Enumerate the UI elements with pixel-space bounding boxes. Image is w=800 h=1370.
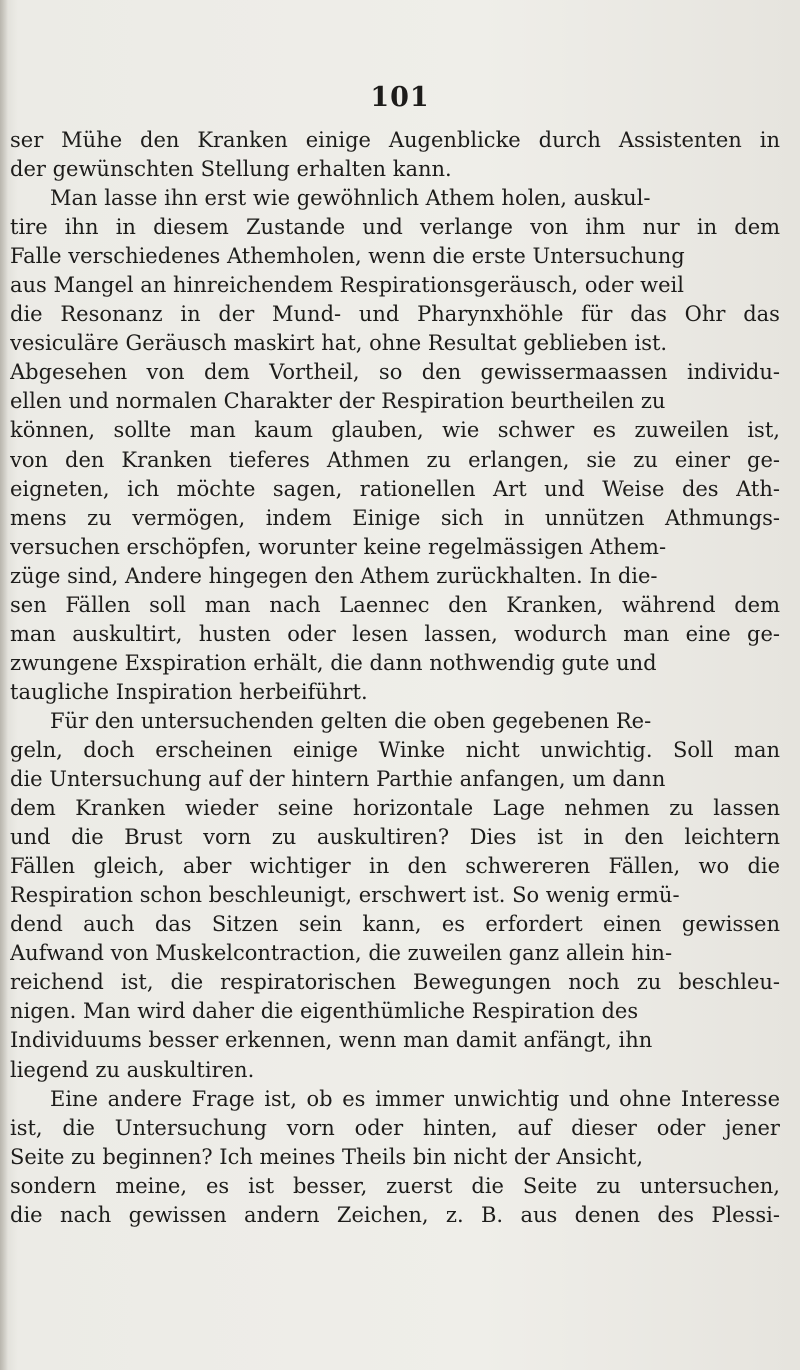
text-line: die Resonanz in der Mund- und Pharynxhöhle für das Ohr das <box>10 302 780 327</box>
text-line: reichend ist, die respiratorischen Bewegungen noch zu beschleu- <box>10 970 780 995</box>
text-line: der gewünschten Stellung erhalten kann. <box>10 157 452 182</box>
text-line: Für den untersuchenden gelten die oben gegebenen Re- <box>50 708 652 733</box>
text-line: taugliche Inspiration herbeiführt. <box>10 679 368 704</box>
text-line: Eine andere Frage ist, ob es immer unwichtig und ohne Interesse <box>50 1086 780 1111</box>
text-line: züge sind, Andere hingegen den Athem zurückhalten. In die- <box>10 563 658 588</box>
text-line: geln, doch erscheinen einige Winke nicht unwichtig. Soll man <box>10 737 780 762</box>
text-line: Fällen gleich, aber wichtiger in den schwereren Fällen, wo die <box>10 854 780 879</box>
text-line: zwungene Exspiration erhält, die dann nothwendig gute und <box>10 650 657 675</box>
text-line: nigen. Man wird daher die eigenthümliche Respiration des <box>10 999 639 1024</box>
text-line: und die Brust vorn zu auskultiren? Dies ist in den leichtern <box>10 825 780 850</box>
body-text <box>10 126 780 1230</box>
text-line: man auskultirt, husten oder lesen lassen, wodurch man eine ge- <box>10 621 780 646</box>
text-line: Respiration schon beschleunigt, erschwert ist. So wenig ermü- <box>10 883 680 908</box>
text-line: die nach gewissen andern Zeichen, z. B. aus denen des Plessi- <box>10 1202 780 1227</box>
text-line: aus Mangel an hinreichendem Respirationsgeräusch, oder weil <box>10 273 684 298</box>
text-line: Individuums besser erkennen, wenn man damit anfängt, ihn <box>10 1028 653 1053</box>
text-line: ellen und normalen Charakter der Respiration beurtheilen zu <box>10 389 666 414</box>
text-line: dem Kranken wieder seine horizontale Lage nehmen zu lassen <box>10 796 780 821</box>
text-line: Aufwand von Muskelcontraction, die zuweilen ganz allein hin- <box>10 941 673 966</box>
text-line: Abgesehen von dem Vortheil, so den gewissermaassen individu- <box>10 360 780 385</box>
text-line: von den Kranken tieferes Athmen zu erlangen, sie zu einer ge- <box>10 447 780 472</box>
text-line: können, sollte man kaum glauben, wie schwer es zuweilen ist, <box>10 418 780 443</box>
text-line: die Untersuchung auf der hintern Parthie anfangen, um dann <box>10 767 666 792</box>
text-line: tire ihn in diesem Zustande und verlange von ihm nur in dem <box>10 215 780 240</box>
text-line: vesiculäre Geräusch maskirt hat, ohne Resultat geblieben ist. <box>10 331 668 356</box>
text-line: ist, die Untersuchung vorn oder hinten, auf dieser oder jener <box>10 1115 780 1140</box>
text-line: Man lasse ihn erst wie gewöhnlich Athem holen, auskul- <box>50 186 651 211</box>
binding-shadow <box>0 0 8 1370</box>
page-number: 101 <box>370 82 430 113</box>
text-line: ser Mühe den Kranken einige Augenblicke durch Assistenten in <box>10 128 780 152</box>
text-line: mens zu vermögen, indem Einige sich in unnützen Athmungs- <box>10 505 780 530</box>
text-line: Falle verschiedenes Athemholen, wenn die erste Untersuchung <box>10 244 685 269</box>
text-line: sen Fällen soll man nach Laennec den Kranken, während dem <box>10 592 780 617</box>
text-line: sondern meine, es ist besser, zuerst die Seite zu untersuchen, <box>10 1173 780 1198</box>
text-line: versuchen erschöpfen, worunter keine regelmässigen Athem- <box>10 534 667 559</box>
text-line: dend auch das Sitzen sein kann, es erfordert einen gewissen <box>10 912 780 937</box>
text-line: liegend zu auskultiren. <box>10 1057 255 1082</box>
text-line: Seite zu beginnen? Ich meines Theils bin nicht der Ansicht, <box>10 1144 644 1169</box>
text-line: eigneten, ich möchte sagen, rationellen Art und Weise des Ath- <box>10 476 780 501</box>
